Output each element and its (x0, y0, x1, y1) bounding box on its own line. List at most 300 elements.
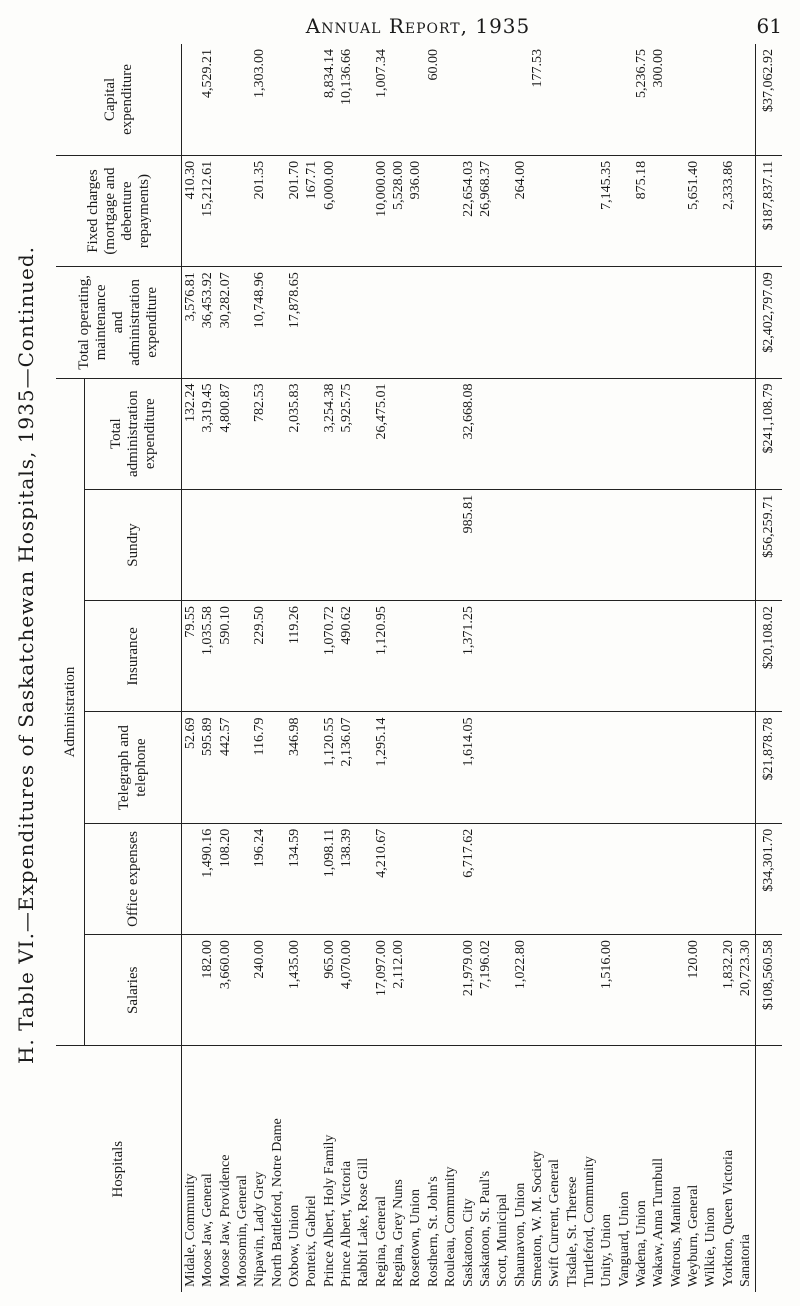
cell-total-admin (529, 378, 546, 489)
hospital-name: Moosomin, General (235, 1175, 251, 1287)
hospital-name: Unity, Union (599, 1214, 615, 1287)
cell-fixed (668, 155, 685, 266)
cell-insurance (668, 601, 685, 712)
cell-total-operating (685, 267, 702, 378)
cell-total-admin (269, 378, 286, 489)
cell-office: 196.24 (252, 823, 269, 934)
cell-salaries: 17,097.00 (373, 935, 390, 1046)
cell-office (702, 823, 719, 934)
cell-sundry: 985.81 (460, 489, 477, 600)
cell-capital (581, 44, 598, 155)
cell-sundry (234, 489, 251, 600)
cell-fixed (581, 155, 598, 266)
cell-telegraph (512, 712, 529, 823)
table-row (269, 44, 286, 1292)
cell-office (737, 823, 755, 934)
totals-label (756, 1046, 783, 1292)
table-row (252, 44, 269, 1292)
cell-capital (598, 44, 615, 155)
hospital-name: Wadena, Union (633, 1200, 649, 1287)
cell-insurance (234, 601, 251, 712)
cell-capital (546, 44, 563, 155)
hospital-name: Yorkton, Queen Victoria (720, 1149, 736, 1287)
cell-office (564, 823, 581, 934)
cell-salaries: 240.00 (252, 935, 269, 1046)
cell-total-admin (685, 378, 702, 489)
cell-salaries (564, 935, 581, 1046)
total-office: $34,301.70 (756, 823, 783, 934)
cell-telegraph (304, 712, 321, 823)
cell-telegraph (546, 712, 563, 823)
cell-total-admin (650, 378, 667, 489)
cell-telegraph (685, 712, 702, 823)
cell-insurance (546, 601, 563, 712)
hospital-name: Shaunavon, Union (512, 1182, 528, 1287)
cell-sundry (408, 489, 425, 600)
cell-total-operating (477, 267, 494, 378)
cell-telegraph (737, 712, 755, 823)
cell-sundry (390, 489, 407, 600)
table-row (408, 44, 425, 1292)
cell-capital: 1,303.00 (252, 44, 269, 155)
cell-sundry (581, 489, 598, 600)
cell-total-admin (477, 378, 494, 489)
cell-office (512, 823, 529, 934)
cell-sundry (720, 489, 737, 600)
cell-office (685, 823, 702, 934)
cell-insurance (477, 601, 494, 712)
table-title (10, 10, 42, 1300)
table-body (182, 44, 756, 1292)
cell-capital (356, 44, 373, 155)
cell-capital (737, 44, 755, 155)
table-row (529, 44, 546, 1292)
hospital-name: Vanguard, Union (616, 1191, 632, 1287)
cell-total-operating (442, 267, 459, 378)
hospital-name: Prince Albert, Holy Family (321, 1134, 337, 1287)
cell-telegraph (598, 712, 615, 823)
cell-sundry (182, 489, 200, 600)
total-salaries: $108,560.58 (756, 935, 783, 1046)
cell-total-operating (338, 267, 355, 378)
cell-insurance: 229.50 (252, 601, 269, 712)
cell-total-admin: 2,035.83 (286, 378, 303, 489)
cell-capital: 1,007.34 (373, 44, 390, 155)
cell-office: 134.59 (286, 823, 303, 934)
cell-office (616, 823, 633, 934)
cell-fixed (269, 155, 286, 266)
cell-insurance (529, 601, 546, 712)
cell-total-admin: 132.24 (182, 378, 200, 489)
cell-insurance (408, 601, 425, 712)
table-frame (56, 44, 782, 1292)
cell-office: 138.39 (338, 823, 355, 934)
cell-total-operating: 17,878.65 (286, 267, 303, 378)
cell-telegraph (564, 712, 581, 823)
table-row (321, 44, 338, 1292)
cell-total-operating (598, 267, 615, 378)
cell-total-operating (564, 267, 581, 378)
cell-total-admin: 4,800.87 (217, 378, 234, 489)
cell-office (442, 823, 459, 934)
cell-sundry (702, 489, 719, 600)
header-salaries: Salaries (85, 935, 182, 1046)
cell-total-operating (512, 267, 529, 378)
cell-total-operating (494, 267, 511, 378)
cell-salaries: 1,516.00 (598, 935, 615, 1046)
cell-insurance (564, 601, 581, 712)
cell-fixed: 201.70 (286, 155, 303, 266)
table-row (304, 44, 321, 1292)
cell-total-operating (269, 267, 286, 378)
cell-fixed (737, 155, 755, 266)
cell-total-admin (390, 378, 407, 489)
cell-salaries: 1,022.80 (512, 935, 529, 1046)
cell-capital (390, 44, 407, 155)
cell-insurance (581, 601, 598, 712)
header-insurance: Insurance (85, 601, 182, 712)
cell-sundry (425, 489, 442, 600)
cell-total-admin (425, 378, 442, 489)
cell-office (408, 823, 425, 934)
cell-insurance: 590.10 (217, 601, 234, 712)
cell-total-admin: 32,668.08 (460, 378, 477, 489)
hospital-name: Rosetown, Union (408, 1189, 424, 1287)
total-sundry: $56,259.71 (756, 489, 783, 600)
cell-salaries: 4,070.00 (338, 935, 355, 1046)
cell-insurance (442, 601, 459, 712)
hospital-name: Smeaton, W. M. Society (529, 1150, 545, 1287)
cell-total-admin (702, 378, 719, 489)
cell-salaries (581, 935, 598, 1046)
cell-total-admin (668, 378, 685, 489)
header-sundry: Sundry (85, 489, 182, 600)
table-row (598, 44, 615, 1292)
cell-total-operating (425, 267, 442, 378)
cell-sundry (564, 489, 581, 600)
cell-salaries: 2,112.00 (390, 935, 407, 1046)
cell-sundry (737, 489, 755, 600)
running-head: Annual Report, 1935 (305, 14, 531, 38)
cell-total-operating (616, 267, 633, 378)
cell-office (234, 823, 251, 934)
cell-salaries: 1,832.20 (720, 935, 737, 1046)
cell-total-admin (304, 378, 321, 489)
table-row (356, 44, 373, 1292)
cell-salaries (442, 935, 459, 1046)
cell-total-operating (390, 267, 407, 378)
cell-sundry (668, 489, 685, 600)
cell-fixed: 167.71 (304, 155, 321, 266)
cell-total-admin (598, 378, 615, 489)
cell-office (668, 823, 685, 934)
table-row (633, 44, 650, 1292)
cell-total-admin: 3,319.45 (199, 378, 216, 489)
cell-total-admin (633, 378, 650, 489)
cell-insurance: 119.26 (286, 601, 303, 712)
cell-capital: 5,236.75 (633, 44, 650, 155)
cell-sundry (356, 489, 373, 600)
cell-total-admin: 3,254.38 (321, 378, 338, 489)
cell-sundry (477, 489, 494, 600)
cell-total-operating (633, 267, 650, 378)
cell-fixed: 10,000.00 (373, 155, 390, 266)
cell-total-admin (494, 378, 511, 489)
cell-fixed: 26,968.37 (477, 155, 494, 266)
cell-telegraph: 1,614.05 (460, 712, 477, 823)
cell-office (356, 823, 373, 934)
cell-telegraph (477, 712, 494, 823)
table-row (702, 44, 719, 1292)
cell-insurance: 490.62 (338, 601, 355, 712)
cell-capital: 177.53 (529, 44, 546, 155)
header-office-expenses: Office expenses (85, 823, 182, 934)
table-row (286, 44, 303, 1292)
hospital-name: Saskatoon, St. Paul's (477, 1170, 493, 1287)
cell-total-operating (356, 267, 373, 378)
cell-telegraph (390, 712, 407, 823)
header-capital: Capital expenditure (56, 44, 182, 155)
cell-fixed (616, 155, 633, 266)
cell-insurance: 79.55 (182, 601, 200, 712)
cell-total-admin (546, 378, 563, 489)
cell-telegraph (442, 712, 459, 823)
hospital-name: Wakaw, Anna Turnbull (651, 1157, 667, 1287)
cell-total-operating (737, 267, 755, 378)
cell-salaries: 3,660.00 (217, 935, 234, 1046)
cell-capital (564, 44, 581, 155)
cell-capital (442, 44, 459, 155)
table-row (477, 44, 494, 1292)
cell-office (633, 823, 650, 934)
cell-salaries: 7,196.02 (477, 935, 494, 1046)
hospital-name: Sanatoria (738, 1234, 754, 1287)
cell-capital (182, 44, 200, 155)
table-row (512, 44, 529, 1292)
hospital-name: Rosthern, St. John's (425, 1176, 441, 1287)
table-row (460, 44, 477, 1292)
cell-salaries (408, 935, 425, 1046)
cell-fixed: 6,000.00 (321, 155, 338, 266)
cell-telegraph (720, 712, 737, 823)
cell-sundry (529, 489, 546, 600)
header-hospitals: Hospitals (56, 1046, 182, 1292)
cell-total-operating (529, 267, 546, 378)
cell-salaries (356, 935, 373, 1046)
cell-sundry (269, 489, 286, 600)
cell-office: 4,210.67 (373, 823, 390, 934)
table-row (373, 44, 390, 1292)
total-fixed: $187,837.11 (756, 155, 783, 266)
cell-telegraph (702, 712, 719, 823)
cell-fixed: 5,651.40 (685, 155, 702, 266)
table-row (494, 44, 511, 1292)
cell-insurance (737, 601, 755, 712)
cell-sundry (286, 489, 303, 600)
cell-office (477, 823, 494, 934)
cell-telegraph (494, 712, 511, 823)
cell-capital (512, 44, 529, 155)
table-row (217, 44, 234, 1292)
total-capital: $37,062.92 (756, 44, 783, 155)
cell-insurance: 1,035.58 (199, 601, 216, 712)
cell-sundry (338, 489, 355, 600)
table-row (199, 44, 216, 1292)
cell-insurance (425, 601, 442, 712)
cell-total-admin: 782.53 (252, 378, 269, 489)
cell-telegraph: 595.89 (199, 712, 216, 823)
cell-insurance (304, 601, 321, 712)
cell-salaries (529, 935, 546, 1046)
hospital-name: Rouleau, Community (443, 1166, 459, 1287)
hospital-name: North Battleford, Notre Dame (269, 1118, 285, 1287)
cell-capital (702, 44, 719, 155)
cell-total-operating (720, 267, 737, 378)
cell-sundry (442, 489, 459, 600)
cell-salaries (269, 935, 286, 1046)
cell-fixed (546, 155, 563, 266)
cell-salaries: 1,435.00 (286, 935, 303, 1046)
rotated-table-wrapper (56, 44, 782, 1292)
hospital-name: Wilkie, Union (703, 1207, 719, 1287)
cell-insurance (633, 601, 650, 712)
cell-total-admin (581, 378, 598, 489)
cell-office (390, 823, 407, 934)
cell-total-operating (234, 267, 251, 378)
cell-capital (304, 44, 321, 155)
cell-fixed: 875.18 (633, 155, 650, 266)
cell-total-operating: 30,282.07 (217, 267, 234, 378)
cell-fixed (494, 155, 511, 266)
cell-telegraph (650, 712, 667, 823)
header-fixed-charges: Fixed charges (mortgage and debenture repayments) (56, 155, 182, 266)
cell-sundry (199, 489, 216, 600)
cell-capital (477, 44, 494, 155)
cell-office (304, 823, 321, 934)
cell-capital (494, 44, 511, 155)
cell-salaries (546, 935, 563, 1046)
cell-total-admin (616, 378, 633, 489)
cell-total-admin (356, 378, 373, 489)
cell-insurance (494, 601, 511, 712)
cell-fixed: 410.30 (182, 155, 200, 266)
cell-insurance (269, 601, 286, 712)
cell-capital (286, 44, 303, 155)
cell-total-admin: 26,475.01 (373, 378, 390, 489)
cell-office (182, 823, 200, 934)
cell-capital (269, 44, 286, 155)
cell-total-admin (408, 378, 425, 489)
table-row (564, 44, 581, 1292)
cell-sundry (512, 489, 529, 600)
hospital-name: Weyburn, General (685, 1184, 701, 1287)
cell-salaries (304, 935, 321, 1046)
cell-telegraph: 2,136.07 (338, 712, 355, 823)
header-total-operating: Total operating, maintenance and administration expenditure (56, 267, 182, 378)
cell-office (269, 823, 286, 934)
cell-fixed (425, 155, 442, 266)
cell-telegraph: 1,295.14 (373, 712, 390, 823)
cell-telegraph: 1,120.55 (321, 712, 338, 823)
cell-total-operating (408, 267, 425, 378)
page-header (48, 14, 788, 44)
table-row (668, 44, 685, 1292)
hospital-name: Rabbit Lake, Rose Gill (356, 1157, 372, 1287)
cell-telegraph (581, 712, 598, 823)
cell-salaries: 965.00 (321, 935, 338, 1046)
hospital-name: Saskatoon, City (460, 1198, 476, 1287)
header-total-admin: Total administration expenditure (85, 378, 182, 489)
cell-telegraph: 116.79 (252, 712, 269, 823)
hospital-name: Midale, Community (182, 1173, 198, 1287)
hospital-name: Moose Jaw, General (200, 1173, 216, 1287)
cell-insurance (650, 601, 667, 712)
hospital-name: Ponteix, Gabriel (304, 1195, 320, 1287)
cell-office (720, 823, 737, 934)
cell-capital: 10,136.66 (338, 44, 355, 155)
cell-sundry (650, 489, 667, 600)
cell-sundry (546, 489, 563, 600)
cell-telegraph (234, 712, 251, 823)
cell-fixed (650, 155, 667, 266)
cell-fixed (702, 155, 719, 266)
cell-telegraph (616, 712, 633, 823)
cell-salaries: 120.00 (685, 935, 702, 1046)
cell-office (546, 823, 563, 934)
cell-capital (616, 44, 633, 155)
cell-insurance (356, 601, 373, 712)
cell-insurance (720, 601, 737, 712)
cell-salaries (425, 935, 442, 1046)
cell-insurance (390, 601, 407, 712)
cell-insurance (598, 601, 615, 712)
total-admin: $241,108.79 (756, 378, 783, 489)
cell-sundry (616, 489, 633, 600)
table-row (546, 44, 563, 1292)
cell-salaries (616, 935, 633, 1046)
cell-sundry (252, 489, 269, 600)
table-row (442, 44, 459, 1292)
cell-office: 1,098.11 (321, 823, 338, 934)
cell-sundry (685, 489, 702, 600)
cell-telegraph: 52.69 (182, 712, 200, 823)
cell-office: 1,490.16 (199, 823, 216, 934)
cell-sundry (494, 489, 511, 600)
cell-insurance (512, 601, 529, 712)
cell-fixed (564, 155, 581, 266)
cell-total-admin (234, 378, 251, 489)
cell-salaries: 182.00 (199, 935, 216, 1046)
cell-telegraph (633, 712, 650, 823)
cell-total-operating: 3,576.81 (182, 267, 200, 378)
cell-total-admin (442, 378, 459, 489)
cell-total-operating (373, 267, 390, 378)
cell-fixed: 7,145.35 (598, 155, 615, 266)
total-insurance: $20,108.02 (756, 601, 783, 712)
cell-fixed: 5,528.00 (390, 155, 407, 266)
cell-telegraph (425, 712, 442, 823)
header-telegraph: Telegraph and telephone (85, 712, 182, 823)
cell-telegraph (529, 712, 546, 823)
cell-office (581, 823, 598, 934)
cell-fixed (217, 155, 234, 266)
hospital-name: Turtleford, Community (581, 1156, 597, 1287)
cell-sundry (217, 489, 234, 600)
table-row (425, 44, 442, 1292)
cell-capital: 60.00 (425, 44, 442, 155)
table-row (616, 44, 633, 1292)
expenditures-table (56, 44, 782, 1292)
